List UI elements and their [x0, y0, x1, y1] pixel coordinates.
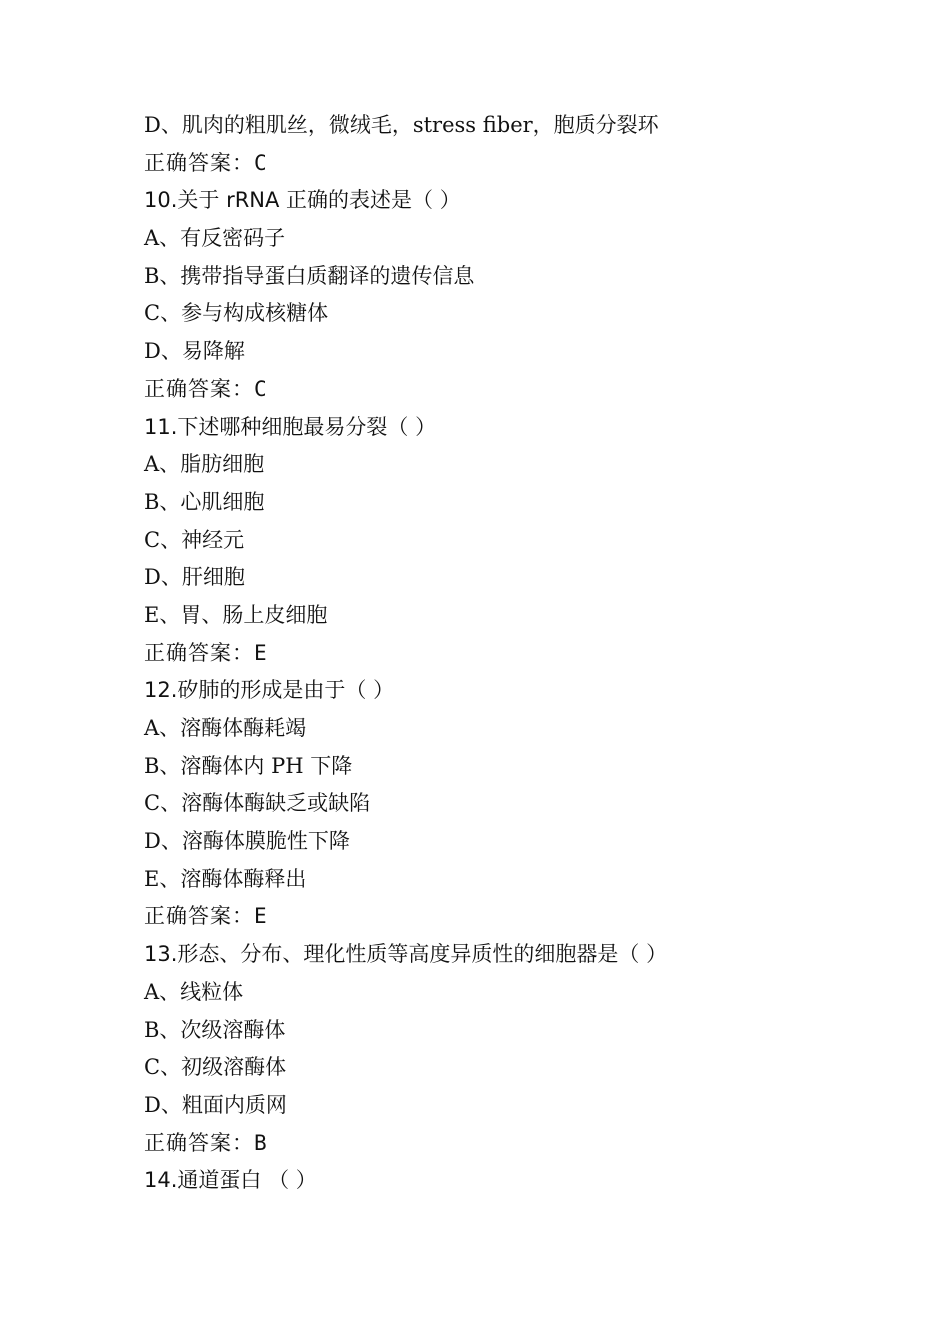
- option-line: B、心肌细胞: [144, 489, 265, 514]
- question-line: 14.通道蛋白 （ ）: [144, 1168, 317, 1193]
- option-line: C、溶酶体酶缺乏或缺陷: [144, 791, 371, 816]
- option-line: D、肝细胞: [144, 565, 245, 590]
- option-line: A、溶酶体酶耗竭: [144, 716, 307, 740]
- question-line: 11.下述哪种细胞最易分裂（ ）: [144, 414, 437, 439]
- option-line: D、粗面内质网: [144, 1092, 287, 1117]
- option-line: B、溶酶体内 PH 下降: [144, 753, 353, 778]
- answer-line: 正确答案：B: [144, 1130, 268, 1155]
- option-line: D、易降解: [144, 339, 245, 364]
- option-line: D、溶酶体膜脆性下降: [144, 829, 350, 854]
- option-line: A、线粒体: [144, 979, 244, 1004]
- document-body: [144, 107, 864, 1200]
- option-line: A、脂肪细胞: [144, 452, 265, 477]
- answer-line: 正确答案：E: [144, 904, 268, 929]
- answer-line: 正确答案：C: [144, 376, 268, 401]
- option-line: B、携带指导蛋白质翻译的遗传信息: [144, 263, 475, 288]
- question-line: 10.关于 rRNA 正确的表述是（ ）: [144, 188, 461, 213]
- question-line: 13.形态、分布、理化性质等高度异质性的细胞器是（ ）: [144, 942, 668, 967]
- option-line: E、溶酶体酶释出: [144, 866, 307, 891]
- option-line: D、肌肉的粗肌丝，微绒毛，stress fiber，胞质分裂环: [144, 113, 659, 137]
- option-line: B、次级溶酶体: [144, 1017, 286, 1042]
- option-line: C、初级溶酶体: [144, 1055, 287, 1080]
- answer-line: 正确答案：E: [144, 640, 268, 665]
- question-line: 12.矽肺的形成是由于（ ）: [144, 678, 395, 703]
- option-line: C、神经元: [144, 527, 245, 552]
- answer-line: 正确答案：C: [144, 150, 268, 175]
- option-line: E、胃、肠上皮细胞: [144, 602, 328, 627]
- option-line: A、有反密码子: [144, 226, 286, 251]
- option-line: C、参与构成核糖体: [144, 301, 329, 326]
